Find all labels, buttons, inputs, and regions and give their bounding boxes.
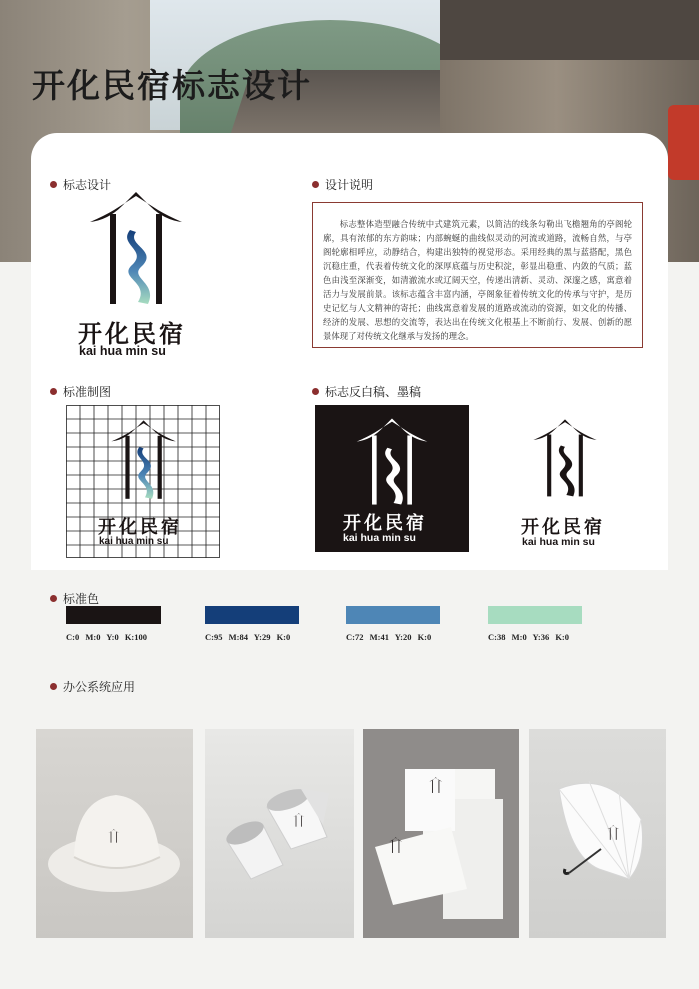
- section-logo-design: 标志设计: [50, 176, 111, 193]
- cmyk-dark-blue: C:95 M:84 Y:29 K:0: [205, 632, 291, 642]
- bullet-icon: [312, 181, 319, 188]
- ink-logo-pinyin: kai hua min su: [522, 536, 595, 548]
- cmyk-black: C:0 M:0 Y:0 K:100: [66, 632, 148, 642]
- section-design-notes: 设计说明: [312, 176, 373, 193]
- ink-logo: [532, 418, 598, 504]
- description-text: 标志整体造型融合传统中式建筑元素，以简洁的线条勾勒出飞檐翘角的亭阁轮廓，具有浓郁的东方韵味；内部蜿蜒的曲线似灵动的河流或道路，流畅自然，与亭阁轮廓相呼应，动静结合，构建出独特的视觉形态。采用经典的黑与蓝搭配，黑色沉稳庄重，代表着传统文化的深厚底蕴与历史积淀，彰显出稳重、内敛的气质；蓝色由浅至深渐变，如清澈流水或辽阔天空，传递出清新、灵动、深邃之感，寓意着活力与发展前景。该标志蕴含丰富内涵，亭阁象征着传统文化的传承与守护，是历史记忆与人文精神的寄托；曲线寓意着发展的道路或流动的资源，如文化的传播、经济的发展、思想的交流等，表达出在传统文化根基上不断前行、发展、创新的愿景体现了对传统文化继承与发扬的理念。: [323, 219, 632, 341]
- ink-pavilion-icon: [532, 418, 598, 504]
- color-swatch-mid-blue: [346, 606, 440, 624]
- reverse-logo-panel: [315, 405, 469, 552]
- color-swatch-black: [66, 606, 161, 624]
- bullet-icon: [50, 595, 57, 602]
- logo-pinyin: kai hua min su: [79, 344, 166, 358]
- color-swatch-dark-blue: [205, 606, 299, 624]
- paper-cups-icon: [205, 729, 354, 938]
- color-swatch-mint: [488, 606, 582, 624]
- pavilion-logo-icon: [88, 190, 184, 315]
- bullet-icon: [50, 683, 57, 690]
- umbrella-icon: [529, 729, 666, 938]
- description-box: [312, 202, 643, 348]
- section-standard-colors: 标准色: [50, 590, 99, 607]
- umbrella-mockup: [529, 729, 666, 938]
- ink-logo-chinese: 开化民宿: [521, 517, 605, 538]
- section-standard-grid: 标准制图: [50, 383, 111, 400]
- main-logo: [88, 190, 184, 315]
- grid-logo-pinyin: kai hua min su: [99, 536, 169, 547]
- bucket-hat-icon: [36, 729, 193, 938]
- section-office-application: 办公系统应用: [50, 678, 135, 695]
- bullet-icon: [312, 388, 319, 395]
- bullet-icon: [50, 181, 57, 188]
- red-lantern: [668, 105, 699, 180]
- reverse-pavilion-icon: [355, 417, 429, 513]
- cmyk-mid-blue: C:72 M:41 Y:20 K:0: [346, 632, 432, 642]
- stationery-set-icon: [363, 729, 519, 938]
- grid-logo-chinese: 开化民宿: [98, 517, 182, 538]
- logo-chinese-name: 开化民宿: [78, 319, 186, 348]
- bullet-icon: [50, 388, 57, 395]
- cmyk-mint: C:38 M:0 Y:36 K:0: [488, 632, 570, 642]
- hat-mockup: [36, 729, 193, 938]
- page-title: 开化民宿标志设计: [32, 66, 312, 105]
- reverse-logo-chinese: 开化民宿: [343, 513, 427, 534]
- cups-mockup: [205, 729, 354, 938]
- section-reverse-ink: 标志反白稿、墨稿: [312, 383, 421, 400]
- stationery-mockup: [363, 729, 519, 938]
- reverse-logo-pinyin: kai hua min su: [343, 532, 416, 544]
